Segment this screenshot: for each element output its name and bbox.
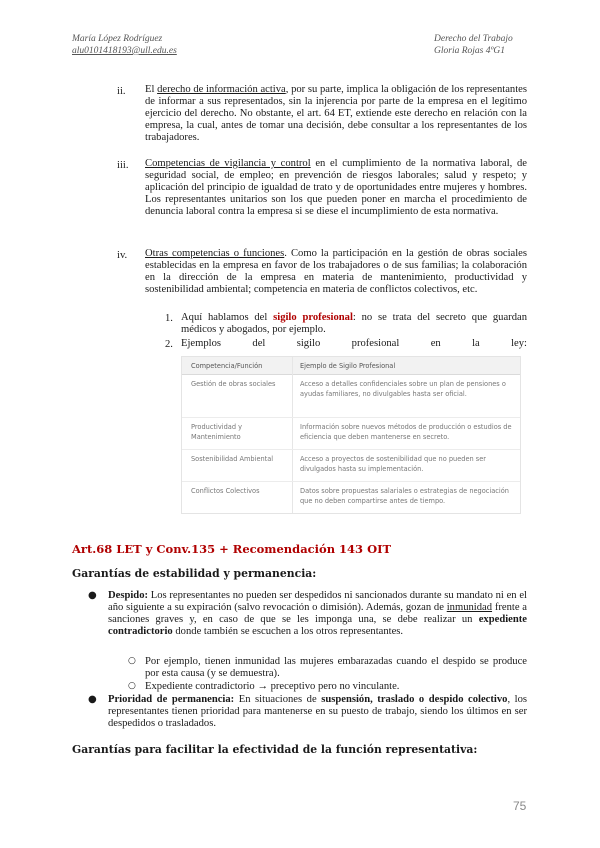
page-number: 75 (513, 799, 527, 813)
table-cell: Información sobre nuevos métodos de producción o estudios de eficiencia que deben mantenerse en secreto. (300, 423, 512, 441)
bullet-paragraph: Despido: Los representantes no pueden ser despedidos ni sancionados durante su mandato ni en el año siguiente a su expiración (salvo revocación o dimisión). Además, gozan de inmunidad frente a sanciones graves y, en caso de que se les imponga una, se debe realizar un expediente contradictorio donde también se escuchen a los otros representantes. (108, 590, 528, 638)
item-term: derecho de información activa (157, 84, 286, 95)
heading-stability: Garantías de estabilidad y permanencia: (72, 567, 317, 580)
subject-name: Derecho del Trabajo (434, 34, 513, 44)
item-number: ii. (117, 86, 126, 97)
heading-effectiveness: Garantías para facilitar la efectividad de la función representativa: (72, 743, 478, 756)
table-row-line (182, 449, 520, 450)
sigilo-table (181, 356, 521, 514)
table-cell: Productividad y Mantenimiento (191, 423, 243, 441)
item-paragraph: Competencias de vigilancia y control en el cumplimiento de la normativa laboral, de seguridad social, de empleo; en prevención de riesgos laborales; salud y respeto; y aplicación del principio de igualdad de trato y de oportunidades entre mujeres y hombres. Los representantes unitarios son los que pueden poner en marcha el procedimiento de denuncia laboral contra la empresa si se diese el incumplimiento de esta normativa. (145, 158, 527, 218)
table-row-line (182, 481, 520, 482)
subitem-text: Ejemplos del sigilo profesional en la ley: (181, 338, 527, 349)
table-divider (292, 357, 293, 513)
bullet-dot: ● (88, 694, 97, 705)
item-paragraph: El derecho de información activa, por su parte, implica la obligación de los representantes de informar a sus representados, sin la injerencia por parte de la empresa en el legítimo ejercicio del derecho. No obstante, el art. 64 ET, extiende este derecho en relación con la empresa, la cual, antes de tomar una decisión, debe consultar a los representantes de los trabajadores. (145, 84, 527, 144)
table-header-cell: Ejemplo de Sigilo Profesional (300, 362, 396, 370)
header-right (434, 33, 513, 57)
table-cell: Sostenibilidad Ambiental (191, 455, 274, 463)
subitem-number: 1. (165, 313, 173, 324)
sub-bullet-text: Por ejemplo, tienen inmunidad las mujeres embarazadas cuando el despido se produce por esta causa (y se demuestra). (145, 656, 527, 680)
author-name: María López Rodríguez (72, 34, 163, 44)
table-row-line (182, 417, 520, 418)
item-term: Competencias de vigilancia y control (145, 158, 311, 169)
item-number: iii. (117, 160, 129, 171)
sigilo-highlight: sigilo profesional (273, 312, 353, 323)
sub-bullet-circle: ○ (128, 681, 136, 691)
item-number: iv. (117, 250, 128, 261)
section-title: Art.68 LET y Conv.135 + Recomendación 143 OIT (72, 542, 392, 556)
bullet-paragraph: Prioridad de permanencia: En situaciones de suspensión, traslado o despido colectivo, los representantes tienen prioridad para mantenerse en su puesto de trabajo, siendo los últimos en ser despedidos o trasladados. (108, 694, 528, 730)
sub-bullet-circle: ○ (128, 656, 136, 666)
author-email[interactable]: alu0101418193@ull.edu.es (72, 46, 177, 56)
item-paragraph: Otras competencias o funciones. Como la participación en la gestión de obras sociales establecidas en la empresa en favor de los trabajadores o de sus familias; la colaboración en la dirección de la empresa en materia de mantenimiento, productividad y sostenibilidad ambiental; competencia en materia de conflictos colectivos, etc. (145, 248, 527, 296)
table-cell: Acceso a detalles confidenciales sobre un plan de pensiones o ayudas familiares, no divulgables hasta ser oficial. (300, 380, 506, 398)
sub-bullet-text: Expediente contradictorio → preceptivo pero no vinculante. (145, 681, 400, 692)
table-cell: Acceso a proyectos de sostenibilidad que no pueden ser divulgados hasta su implementación. (300, 455, 486, 473)
table-cell: Gestión de obras sociales (191, 380, 276, 388)
item-term: Otras competencias o funciones (145, 248, 285, 259)
header-left (72, 33, 177, 57)
bullet-dot: ● (88, 590, 97, 601)
table-cell: Conflictos Colectivos (191, 487, 260, 495)
table-cell: Datos sobre propuestas salariales o estrategias de negociación que no deben compartirse antes de tiempo. (300, 487, 509, 505)
teacher-name: Gloria Rojas 4ºG1 (434, 46, 506, 56)
subitem-text: Aquí hablamos del sigilo profesional: no se trata del secreto que guardan médicos y abogados, por ejemplo. (181, 312, 527, 336)
subitem-number: 2. (165, 339, 173, 350)
table-header-cell: Competencia/Función (191, 362, 263, 370)
